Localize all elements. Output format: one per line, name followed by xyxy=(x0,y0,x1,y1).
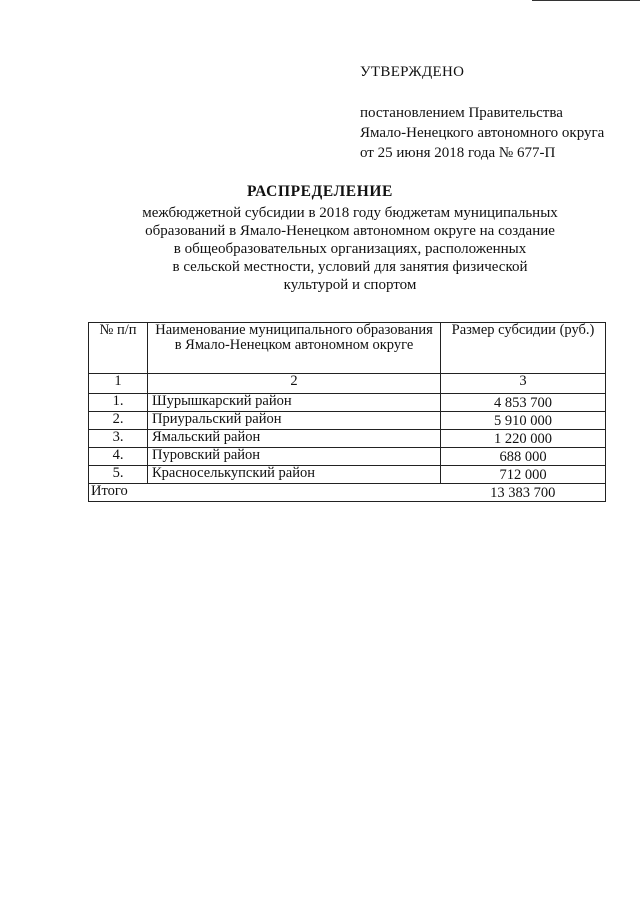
row-amount: 688 000 xyxy=(441,448,606,466)
row-municipality: Шурышкарский район xyxy=(148,394,441,412)
row-municipality: Приуральский район xyxy=(148,412,441,430)
table-row xyxy=(89,412,606,430)
approval-line: от 25 июня 2018 года № 677-П xyxy=(360,145,556,161)
subtitle-line: культурой и спортом xyxy=(283,277,417,293)
row-number: 5. xyxy=(89,466,148,484)
approval-stamp: УТВЕРЖДЕНО xyxy=(360,64,465,80)
row-amount: 712 000 xyxy=(441,466,606,484)
column-number-row xyxy=(89,374,606,394)
column-number: 1 xyxy=(89,374,148,394)
top-edge-line xyxy=(532,0,640,1)
row-number: 1. xyxy=(89,394,148,412)
row-number: 2. xyxy=(89,412,148,430)
document-subtitle xyxy=(100,204,600,294)
approval-line: Ямало-Ненецкого автономного округа xyxy=(360,125,605,141)
column-number: 3 xyxy=(441,374,606,394)
row-municipality: Пуровский район xyxy=(148,448,441,466)
table-row xyxy=(89,466,606,484)
total-amount: 13 383 700 xyxy=(441,484,606,502)
row-amount: 5 910 000 xyxy=(441,412,606,430)
subtitle-line: в сельской местности, условий для занятия физической xyxy=(172,259,528,275)
document-title: РАСПРЕДЕЛЕНИЕ xyxy=(247,183,393,200)
approval-block xyxy=(360,62,604,163)
header-number: № п/п xyxy=(89,323,148,374)
table-header-row xyxy=(89,323,606,374)
subtitle-line: межбюджетной субсидии в 2018 году бюджетам муниципальных xyxy=(142,205,558,221)
subtitle-line: образований в Ямало-Ненецком автономном округе на создание xyxy=(145,223,555,239)
total-label: Итого xyxy=(89,484,441,502)
subtitle-line: в общеобразовательных организациях, расположенных xyxy=(173,241,527,257)
row-amount: 4 853 700 xyxy=(441,394,606,412)
total-row xyxy=(89,484,606,502)
table-row xyxy=(89,448,606,466)
header-name: Наименование муниципального образования в Ямало-Ненецком автономном округе xyxy=(148,323,441,374)
row-amount: 1 220 000 xyxy=(441,430,606,448)
table-row xyxy=(89,394,606,412)
table-row xyxy=(89,430,606,448)
header-amount: Размер субсидии (руб.) xyxy=(441,323,606,374)
approval-decree xyxy=(360,103,604,163)
distribution-table xyxy=(88,322,606,502)
row-municipality: Ямальский район xyxy=(148,430,441,448)
column-number: 2 xyxy=(148,374,441,394)
row-number: 3. xyxy=(89,430,148,448)
approval-line: постановлением Правительства xyxy=(360,105,563,121)
row-municipality: Красноселькупский район xyxy=(148,466,441,484)
row-number: 4. xyxy=(89,448,148,466)
